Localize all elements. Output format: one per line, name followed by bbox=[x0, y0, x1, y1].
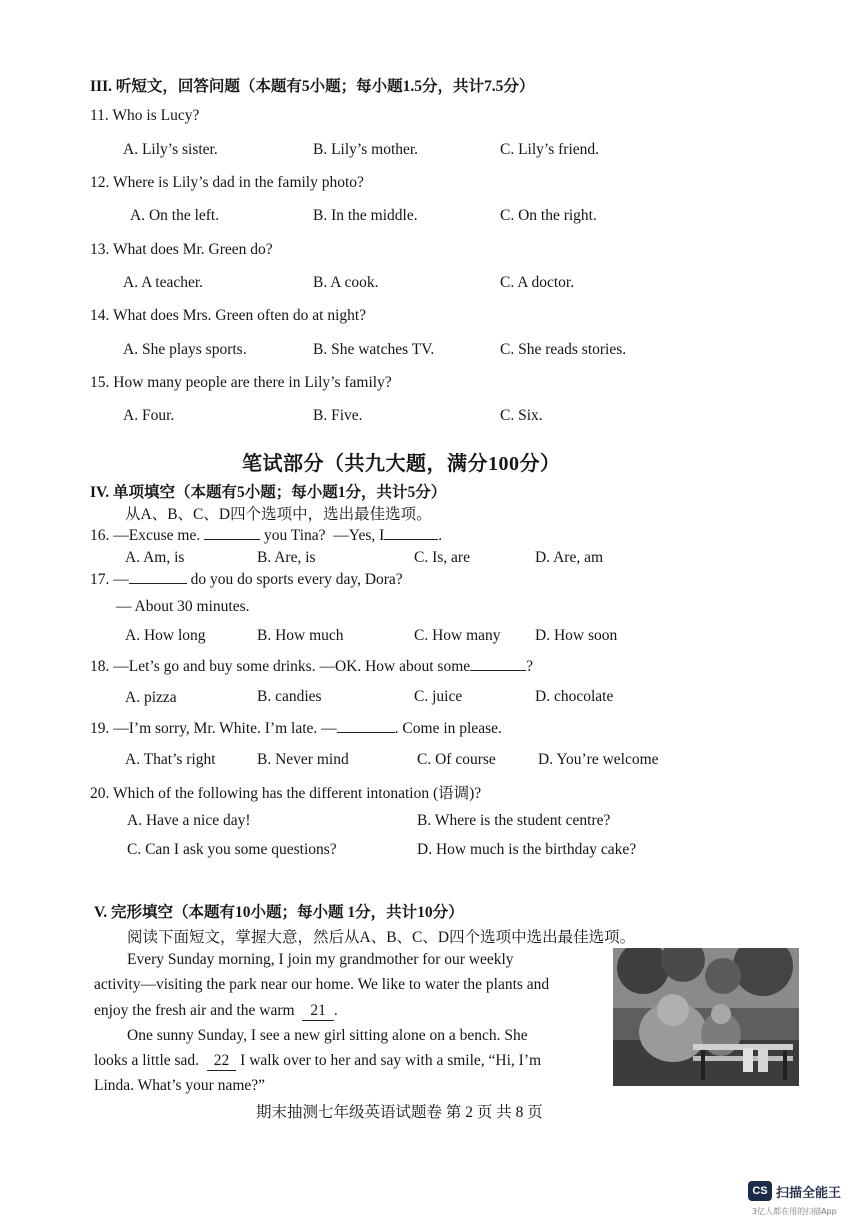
section-4-title: IV. 单项填空（本题有5小题；每小题1分，共计5分） bbox=[90, 484, 447, 501]
option-20-d: D. How much is the birthday cake? bbox=[417, 841, 637, 858]
passage-line-4: One sunny Sunday, I see a new girl sitting alone on a bench. She bbox=[127, 1027, 528, 1044]
option-18-c: C. juice bbox=[414, 688, 463, 705]
question-15: 15. How many people are there in Lily’s family? bbox=[90, 374, 392, 391]
answer-blank bbox=[204, 526, 260, 540]
answer-blank bbox=[337, 719, 395, 733]
cloze-blank-21: 21 bbox=[302, 1002, 334, 1021]
option-16-c: C. Is, are bbox=[414, 549, 470, 566]
option-16-a: A. Am, is bbox=[125, 549, 185, 566]
option-12-b: B. In the middle. bbox=[313, 207, 418, 224]
section-5-title: V. 完形填空（本题有10小题；每小题 1分，共计10分） bbox=[94, 904, 464, 921]
option-17-c: C. How many bbox=[414, 627, 501, 644]
passage-line-1: Every Sunday morning, I join my grandmother for our weekly bbox=[127, 951, 514, 968]
option-19-a: A. That’s right bbox=[125, 751, 216, 768]
question-19-part1: 19. —I’m sorry, Mr. White. I’m late. — bbox=[90, 720, 337, 737]
passage-photo bbox=[613, 948, 799, 1086]
option-20-b: B. Where is the student centre? bbox=[417, 812, 611, 829]
option-13-c: C. A doctor. bbox=[500, 274, 575, 291]
question-11: 11. Who is Lucy? bbox=[90, 107, 200, 124]
option-18-d: D. chocolate bbox=[535, 688, 614, 705]
option-20-a: A. Have a nice day! bbox=[127, 812, 251, 829]
option-11-b: B. Lily’s mother. bbox=[313, 141, 419, 158]
option-16-b: B. Are, is bbox=[257, 549, 316, 566]
passage-line-5-text: looks a little sad. bbox=[94, 1052, 200, 1069]
scanner-logo-icon: CS bbox=[748, 1181, 772, 1201]
option-20-c: C. Can I ask you some questions? bbox=[127, 841, 337, 858]
passage-line-3 bbox=[94, 1002, 338, 1021]
question-18 bbox=[90, 657, 533, 676]
question-17-part2: do you do sports every day, Dora? bbox=[190, 571, 403, 588]
option-14-a: A. She plays sports. bbox=[123, 341, 247, 358]
question-16 bbox=[90, 526, 442, 545]
option-18-b: B. candies bbox=[257, 688, 322, 705]
question-19 bbox=[90, 719, 502, 738]
option-18-a: A. pizza bbox=[125, 689, 177, 706]
option-19-c: C. Of course bbox=[417, 751, 496, 768]
answer-blank bbox=[470, 657, 526, 671]
passage-line-5 bbox=[94, 1052, 541, 1071]
question-16-part1: 16. —Excuse me. bbox=[90, 527, 201, 544]
question-18-part2: ? bbox=[526, 658, 534, 675]
option-17-a: A. How long bbox=[125, 627, 206, 644]
question-20: 20. Which of the following has the different intonation (语调)? bbox=[90, 785, 482, 802]
section-4-instruction: 从A、B、C、D四个选项中，选出最佳选项。 bbox=[125, 506, 432, 523]
photo-illustration bbox=[613, 948, 799, 1086]
written-part-heading: 笔试部分（共九大题，满分100分） bbox=[242, 453, 561, 475]
answer-blank bbox=[384, 526, 438, 540]
question-17-part1: 17. — bbox=[90, 571, 129, 588]
question-16-part2: you Tina? bbox=[263, 527, 326, 544]
option-19-d: D. You’re welcome bbox=[538, 751, 659, 768]
option-11-a: A. Lily’s sister. bbox=[123, 141, 218, 158]
option-12-c: C. On the right. bbox=[500, 207, 597, 224]
section-5-instruction: 阅读下面短文，掌握大意，然后从A、B、C、D四个选项中选出最佳选项。 bbox=[127, 929, 636, 946]
cloze-blank-21-tail: . bbox=[333, 1002, 338, 1019]
section-3-title: III. 听短文，回答问题（本题有5小题；每小题1.5分，共计7.5分） bbox=[90, 78, 535, 95]
option-12-a: A. On the left. bbox=[130, 207, 220, 224]
option-17-d: D. How soon bbox=[535, 627, 618, 644]
scanner-brand-slogan: 3亿人都在用的扫描App bbox=[752, 1207, 837, 1216]
passage-line-3-text: enjoy the fresh air and the warm bbox=[94, 1002, 295, 1019]
option-15-a: A. Four. bbox=[123, 407, 175, 424]
answer-blank bbox=[129, 570, 187, 584]
question-16-part3: —Yes, I bbox=[333, 527, 385, 544]
option-19-b: B. Never mind bbox=[257, 751, 349, 768]
option-13-b: B. A cook. bbox=[313, 274, 379, 291]
option-14-c: C. She reads stories. bbox=[500, 341, 627, 358]
question-13: 13. What does Mr. Green do? bbox=[90, 241, 273, 258]
option-11-c: C. Lily’s friend. bbox=[500, 141, 600, 158]
question-18-part1: 18. —Let’s go and buy some drinks. —OK. How about some bbox=[90, 658, 471, 675]
option-13-a: A. A teacher. bbox=[123, 274, 204, 291]
passage-line-6: Linda. What’s your name?” bbox=[94, 1077, 266, 1094]
scanner-watermark bbox=[748, 1181, 860, 1219]
question-16-part4: . bbox=[438, 527, 443, 544]
option-16-d: D. Are, am bbox=[535, 549, 604, 566]
scanner-brand-name: 扫描全能王 bbox=[776, 1186, 842, 1201]
question-17 bbox=[90, 570, 403, 589]
question-12: 12. Where is Lily’s dad in the family photo? bbox=[90, 174, 364, 191]
question-14: 14. What does Mrs. Green often do at night? bbox=[90, 307, 367, 324]
option-15-b: B. Five. bbox=[313, 407, 363, 424]
page-footer: 期末抽测七年级英语试题卷 第 2 页 共 8 页 bbox=[256, 1104, 543, 1121]
option-17-b: B. How much bbox=[257, 627, 344, 644]
option-15-c: C. Six. bbox=[500, 407, 543, 424]
option-14-b: B. She watches TV. bbox=[313, 341, 435, 358]
cloze-blank-22: 22 bbox=[207, 1052, 237, 1071]
passage-line-2: activity—visiting the park near our home. We like to water the plants and bbox=[94, 976, 550, 993]
passage-line-5-tail: I walk over to her and say with a smile, “Hi, I’m bbox=[240, 1052, 542, 1069]
question-17-reply: — About 30 minutes. bbox=[116, 598, 250, 615]
question-19-part2: . Come in please. bbox=[394, 720, 502, 737]
